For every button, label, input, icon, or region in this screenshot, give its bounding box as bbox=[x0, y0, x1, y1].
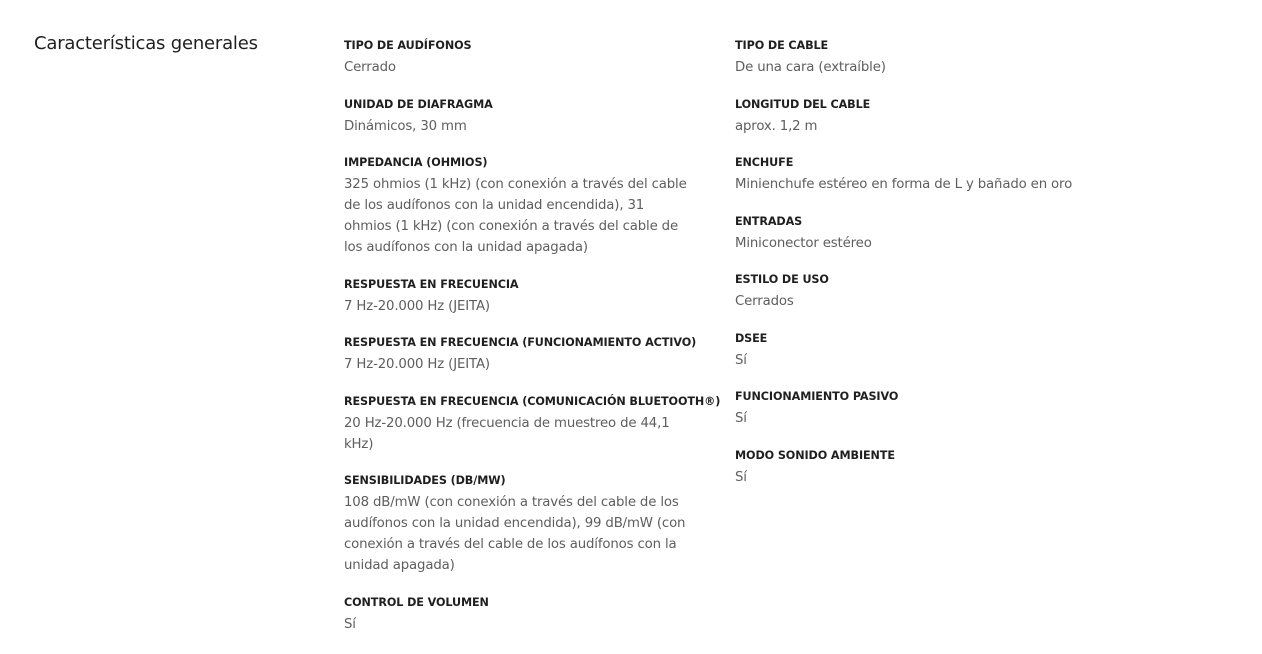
spec-value: De una cara (extraíble) bbox=[735, 60, 886, 75]
spec-label: TIPO DE CABLE bbox=[735, 39, 829, 52]
spec-item bbox=[735, 449, 1155, 488]
spec-item bbox=[735, 273, 1155, 312]
spec-item bbox=[344, 98, 694, 137]
spec-value: Sí bbox=[344, 616, 356, 632]
spec-value: 20 Hz-20.000 Hz (frecuencia de muestreo de 44,1 kHz) bbox=[344, 415, 670, 452]
spec-item bbox=[735, 156, 1155, 195]
spec-label: RESPUESTA EN FRECUENCIA (COMUNICACIÓN BLUETOOTH®) bbox=[344, 394, 721, 408]
spec-item bbox=[344, 278, 694, 317]
spec-value: Sí bbox=[735, 469, 747, 485]
spec-item bbox=[344, 336, 697, 375]
spec-value: 7 Hz-20.000 Hz (JEITA) bbox=[344, 298, 490, 314]
specs-column-right bbox=[735, 39, 1155, 507]
spec-item bbox=[344, 39, 694, 78]
spec-label: MODO SONIDO AMBIENTE bbox=[735, 448, 895, 462]
spec-item bbox=[735, 215, 1155, 254]
spec-value: Cerrado bbox=[344, 60, 396, 75]
spec-item bbox=[735, 39, 1155, 78]
spec-label: ESTILO DE USO bbox=[735, 273, 829, 286]
spec-value: 7 Hz-20.000 Hz (JEITA) bbox=[344, 357, 490, 372]
spec-value: Dinámicos, 30 mm bbox=[344, 118, 467, 134]
spec-label: DSEE bbox=[735, 331, 768, 345]
spec-item bbox=[735, 332, 1155, 371]
spec-label: UNIDAD DE DIAFRAGMA bbox=[344, 97, 493, 111]
spec-item bbox=[344, 156, 694, 258]
spec-label: ENCHUFE bbox=[735, 156, 794, 169]
spec-value: Cerrados bbox=[735, 294, 794, 309]
spec-value: aprox. 1,2 m bbox=[735, 118, 818, 134]
spec-item bbox=[344, 474, 694, 576]
spec-label: ENTRADAS bbox=[735, 214, 803, 228]
spec-item bbox=[344, 596, 694, 635]
specs-column-left bbox=[344, 39, 721, 654]
spec-item bbox=[735, 98, 1155, 137]
spec-label: TIPO DE AUDÍFONOS bbox=[344, 39, 472, 52]
spec-value: Minienchufe estéreo en forma de L y bañado en oro bbox=[735, 177, 1073, 192]
spec-item bbox=[344, 394, 721, 455]
spec-value: Sí bbox=[735, 352, 747, 368]
spec-value: 325 ohmios (1 kHz) (con conexión a través del cable de los audífonos con la unidad encendida), 31 ohmios (1 kHz) (con conexión a través del cable de los audífonos con la unidad apagada) bbox=[344, 177, 687, 255]
spec-label: SENSIBILIDADES (DB/MW) bbox=[344, 474, 506, 487]
spec-label: LONGITUD DEL CABLE bbox=[735, 97, 871, 111]
spec-value: Sí bbox=[735, 411, 747, 426]
spec-label: RESPUESTA EN FRECUENCIA bbox=[344, 277, 519, 291]
spec-label: RESPUESTA EN FRECUENCIA (FUNCIONAMIENTO ACTIVO) bbox=[344, 336, 697, 349]
section-title: Características generales bbox=[34, 33, 258, 54]
spec-value: 108 dB/mW (con conexión a través del cable de los audífonos con la unidad encendida), 99 dB/mW (con conexión a través del cable de los audífonos con la unidad apagada) bbox=[344, 495, 686, 573]
spec-item bbox=[735, 390, 1155, 429]
spec-value: Miniconector estéreo bbox=[735, 235, 872, 251]
spec-label: IMPEDANCIA (OHMIOS) bbox=[344, 156, 488, 169]
spec-label: FUNCIONAMIENTO PASIVO bbox=[735, 390, 899, 403]
spec-label: CONTROL DE VOLUMEN bbox=[344, 595, 489, 609]
